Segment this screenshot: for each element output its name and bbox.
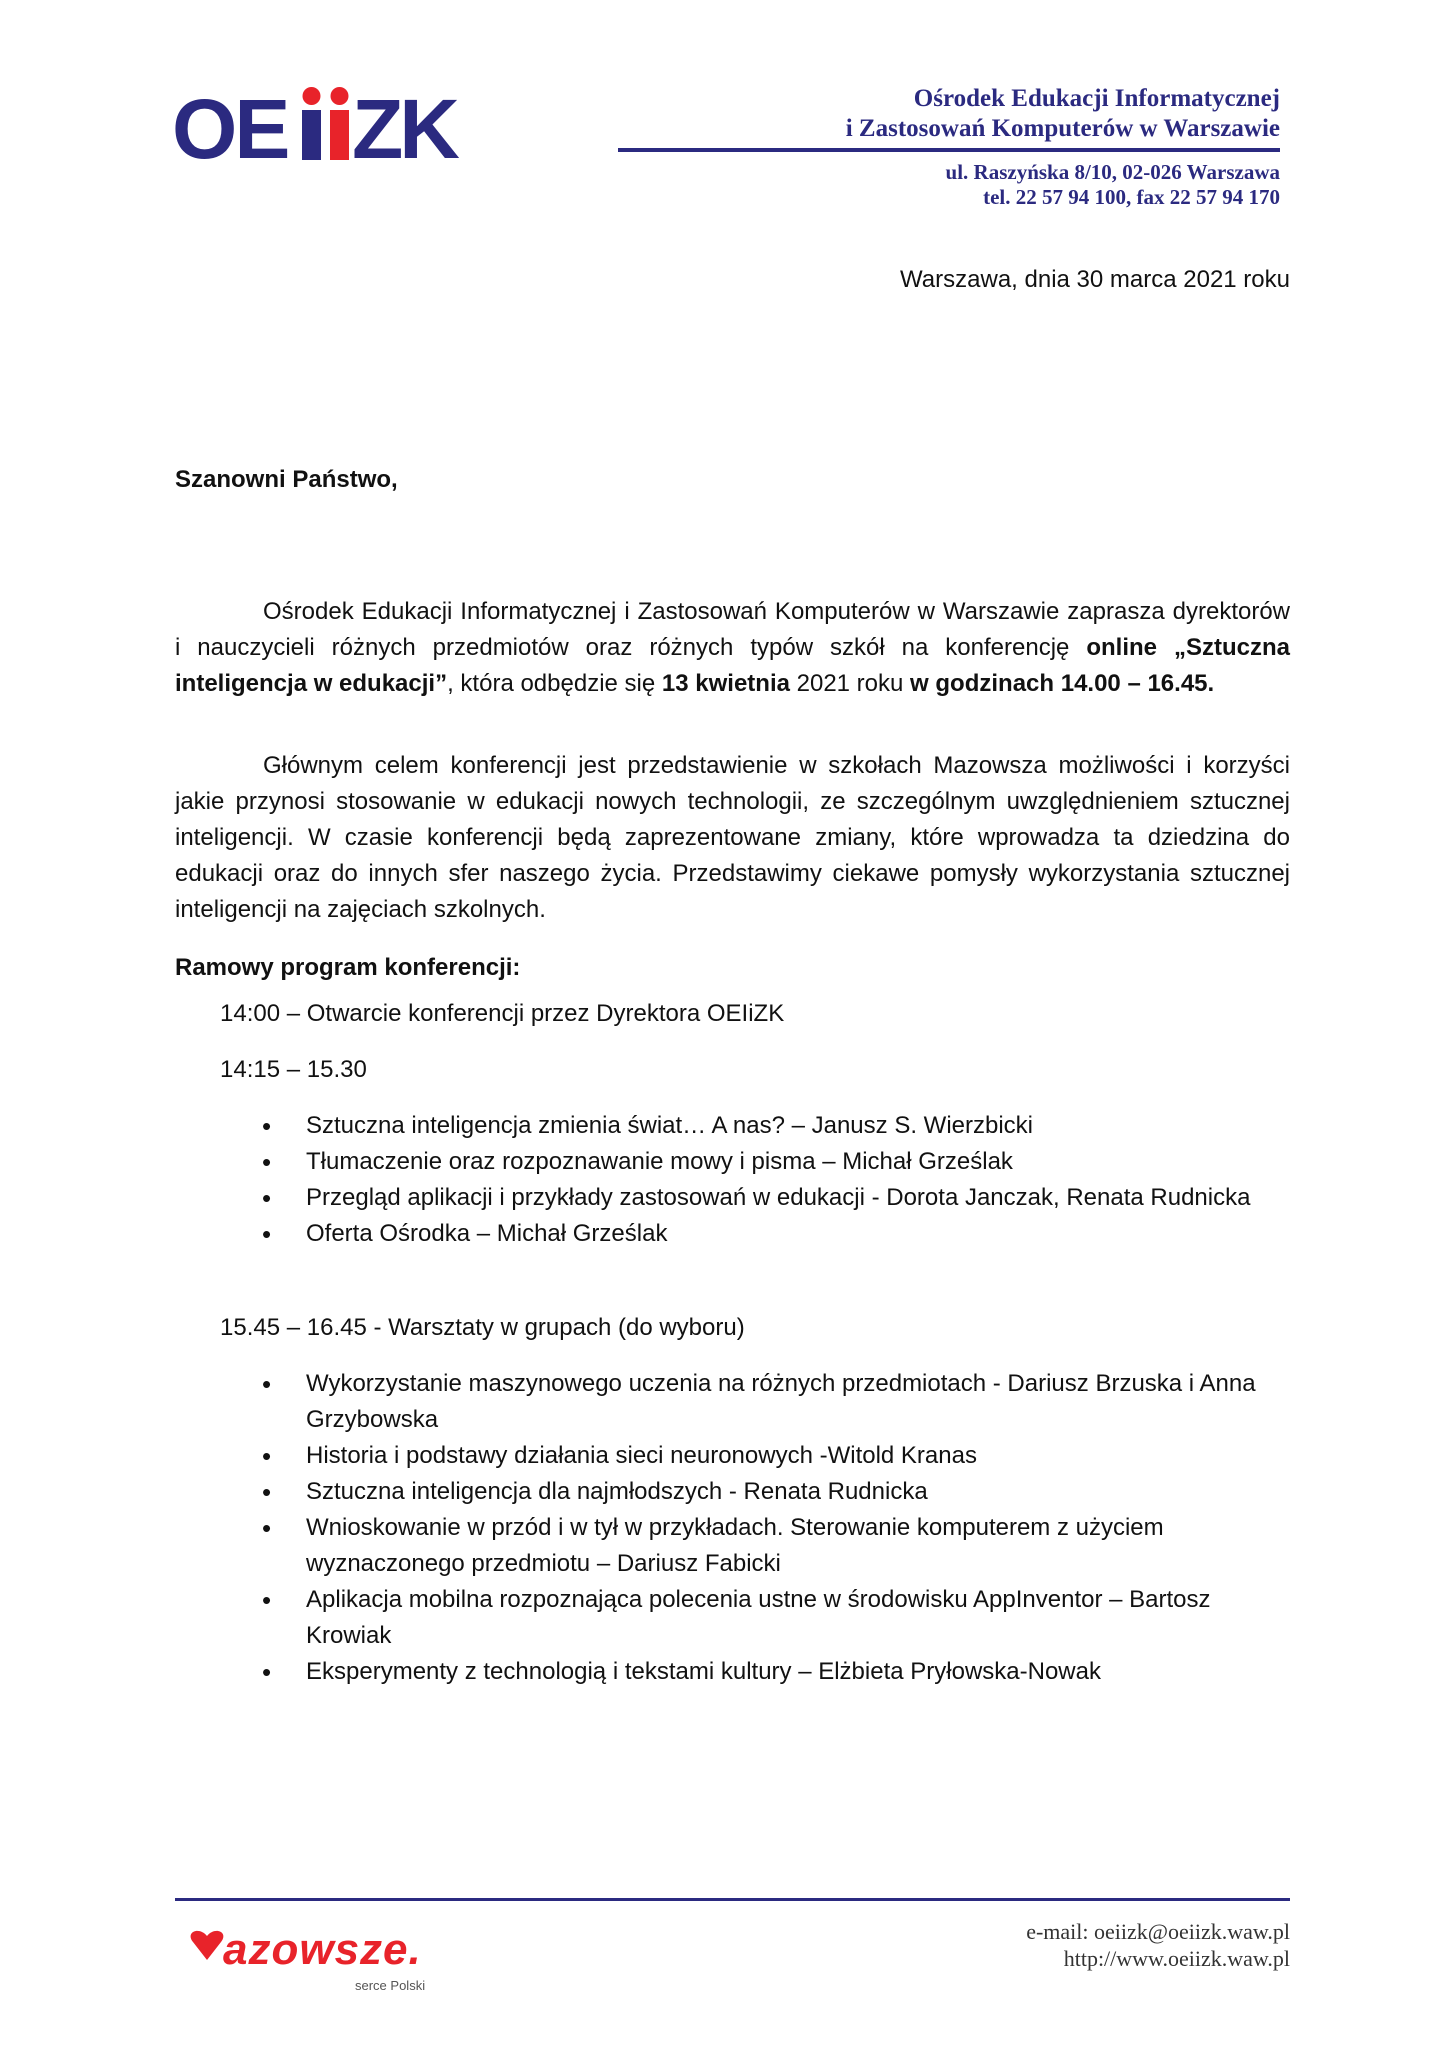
institution-name	[740, 84, 1280, 144]
footer-divider	[175, 1898, 1290, 1901]
oeiizk-logo	[172, 86, 464, 166]
program-title: Ramowy program konferencji:	[175, 954, 521, 981]
list-item: • Historia i podstawy działania sieci neuronowych -Witold Kranas	[220, 1438, 1290, 1474]
svg-text:OE: OE	[172, 86, 288, 166]
list-item: • Sztuczna inteligencja dla najmłodszych - Renata Rudnicka	[220, 1474, 1290, 1510]
list-item: • Tłumaczenie oraz rozpoznawanie mowy i pisma – Michał Grześlak	[220, 1144, 1290, 1180]
svg-text:ZK: ZK	[352, 86, 456, 166]
institution-line-1: Ośrodek Edukacji Informatycznej	[913, 85, 1280, 112]
list-item: • Wnioskowanie w przód i w tył w przykładach. Sterowanie komputerem z użyciem wyznaczonego przedmiotu – Dariusz Fabicki	[220, 1510, 1290, 1582]
letter-date: Warszawa, dnia 30 marca 2021 roku	[900, 266, 1290, 293]
website-link[interactable]: http://www.oeiizk.waw.pl	[1063, 1946, 1290, 1971]
invitation-text-2: , która odbędzie się	[447, 670, 662, 697]
list-item: • Aplikacja mobilna rozpoznająca polecenia ustne w środowisku AppInventor – Bartosz Krowiak	[220, 1582, 1290, 1654]
program-slot-workshops: 15.45 – 16.45 - Warsztaty w grupach (do wyboru)	[220, 1314, 745, 1341]
list-item: • Eksperymenty z technologią i tekstami kultury – Elżbieta Pryłowska-Nowak	[220, 1654, 1290, 1690]
institution-line-2: i Zastosowań Komputerów w Warszawie	[845, 115, 1280, 142]
header-divider	[618, 148, 1280, 152]
address-line: ul. Raszyńska 8/10, 02-026 Warszawa	[945, 160, 1280, 184]
program-slot-opening: 14:00 – Otwarcie konferencji przez Dyrektora OEIiZK	[220, 1000, 785, 1027]
list-item: • Przegląd aplikacji i przykłady zastosowań w edukacji - Dorota Janczak, Renata Rudnicka	[220, 1180, 1290, 1216]
list-item: • Sztuczna inteligencja zmienia świat… A nas? – Janusz S. Wierzbicki	[220, 1108, 1290, 1144]
mazowsze-logo	[185, 1920, 465, 2000]
program-slot-talks: 14:15 – 15.30	[220, 1056, 367, 1083]
goal-text: Głównym celem konferencji jest przedstawienie w szkołach Mazowsza możliwości i korzyści jakie przynosi stosowanie w edukacji nowych technologii, ze szczególnym uwzględnieniem sztucznej inteligencji. W czasie konferencji będą zaprezentowane zmiany, które wprowadza ta dziedzina do edukacji oraz do innych sfer naszego życia. Przedstawimy ciekawe pomysły wykorzystania sztucznej inteligencji na zajęciach szkolnych.	[175, 752, 1290, 923]
conference-hours: w godzinach 14.00 – 16.45.	[910, 670, 1215, 697]
greeting: Szanowni Państwo,	[175, 466, 398, 493]
talks-list	[220, 1108, 1290, 1252]
goal-paragraph	[175, 748, 1290, 928]
phone-fax-line: tel. 22 57 94 100, fax 22 57 94 170	[983, 185, 1280, 209]
mazowsze-tagline: serce Polski	[355, 1978, 426, 1993]
conference-title: online „Sztuczna inteligencja w edukacji”	[175, 634, 1290, 697]
svg-text:azowsze.: azowsze.	[223, 1925, 422, 1974]
workshops-list	[220, 1366, 1290, 1690]
conference-date: 13 kwietnia	[661, 670, 790, 697]
institution-address	[740, 160, 1280, 210]
list-item: • Wykorzystanie maszynowego uczenia na różnych przedmiotach - Dariusz Brzuska i Anna Grzybowska	[220, 1366, 1290, 1438]
invitation-text-3: 2021 roku	[789, 670, 911, 697]
invitation-text-1: Ośrodek Edukacji Informatycznej i Zastosowań Komputerów w Warszawie zaprasza dyrektorów i nauczycieli różnych przedmiotów oraz różnych typów szkół na konferencję	[175, 598, 1290, 661]
email-link[interactable]: e-mail: oeiizk@oeiizk.waw.pl	[1026, 1919, 1290, 1944]
footer-contact	[1026, 1918, 1290, 1972]
invitation-paragraph	[175, 594, 1290, 702]
list-item: • Oferta Ośrodka – Michał Grześlak	[220, 1216, 1290, 1252]
